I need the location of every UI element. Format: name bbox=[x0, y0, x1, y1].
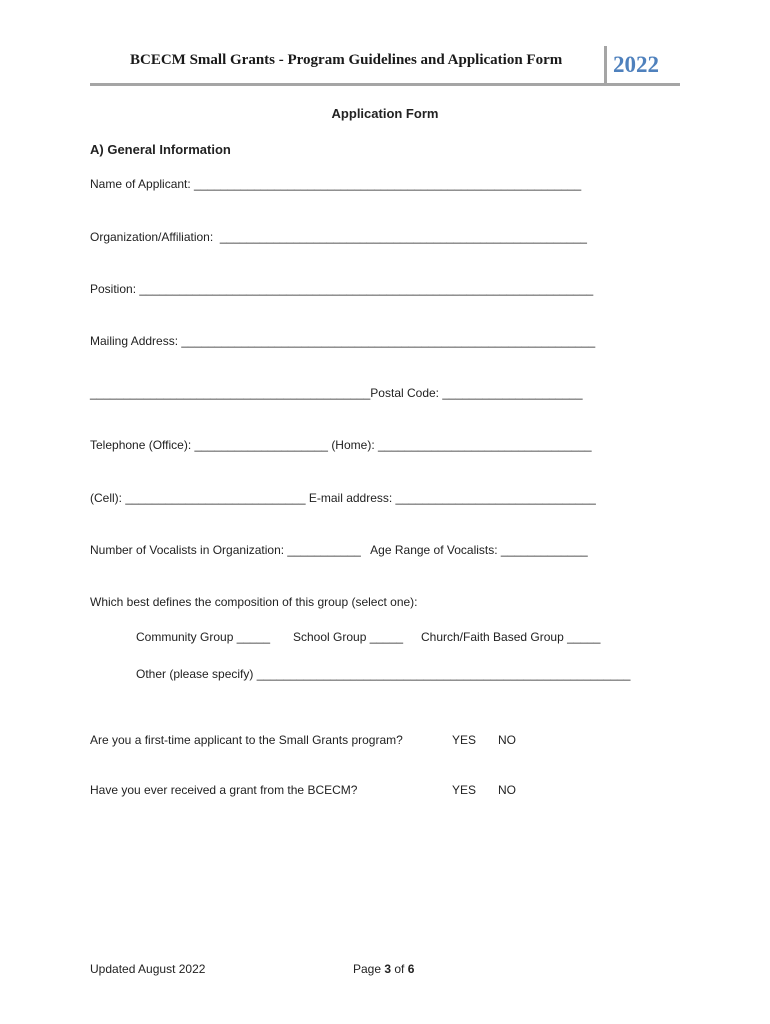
composition-question: Which best defines the composition of this group (select one): bbox=[90, 595, 418, 609]
other-group-field[interactable]: Other (please specify) ________________________________________________________ bbox=[136, 667, 631, 681]
document-header-year: 2022 bbox=[613, 52, 659, 77]
mailing-address-field[interactable]: Mailing Address: ______________________________________________________________ bbox=[90, 334, 596, 348]
first-time-question: Are you a first-time applicant to the Small Grants program? bbox=[90, 733, 403, 747]
footer-page-number bbox=[353, 962, 414, 976]
received-grant-question: Have you ever received a grant from the BCECM? bbox=[90, 783, 358, 797]
school-group-option[interactable]: School Group _____ bbox=[293, 630, 404, 644]
page-of: of bbox=[391, 962, 408, 976]
received-grant-no-option[interactable]: NO bbox=[498, 783, 516, 797]
footer-updated-date: Updated August 2022 bbox=[90, 962, 206, 976]
section-heading-general-information: A) General Information bbox=[90, 142, 231, 157]
vocalists-field[interactable]: Number of Vocalists in Organization: ___________ Age Range of Vocalists: _____________ bbox=[90, 543, 588, 557]
position-field[interactable]: Position: ____________________________________________________________________ bbox=[90, 282, 594, 296]
cell-email-field[interactable]: (Cell): ___________________________ E-mail address: ______________________________ bbox=[90, 491, 596, 505]
header-rule bbox=[90, 83, 680, 86]
applicant-name-field[interactable]: Name of Applicant: __________________________________________________________ bbox=[90, 177, 582, 191]
page-total: 6 bbox=[407, 962, 415, 976]
document-header-title: BCECM Small Grants - Program Guidelines and Application Form bbox=[130, 52, 563, 68]
church-group-option[interactable]: Church/Faith Based Group _____ bbox=[421, 630, 601, 644]
page-prefix: Page bbox=[353, 962, 385, 976]
community-group-option[interactable]: Community Group _____ bbox=[136, 630, 271, 644]
header-divider-vertical bbox=[604, 46, 607, 84]
first-time-yes-option[interactable]: YES bbox=[452, 733, 477, 747]
postal-code-field[interactable]: __________________________________________Postal Code: _____________________ bbox=[90, 386, 583, 400]
form-title: Application Form bbox=[331, 106, 439, 121]
page-current: 3 bbox=[384, 962, 392, 976]
organization-field[interactable]: Organization/Affiliation: _______________________________________________________ bbox=[90, 230, 587, 244]
telephone-field[interactable]: Telephone (Office): ____________________ (Home): ________________________________ bbox=[90, 438, 592, 452]
first-time-no-option[interactable]: NO bbox=[498, 733, 516, 747]
received-grant-yes-option[interactable]: YES bbox=[452, 783, 477, 797]
